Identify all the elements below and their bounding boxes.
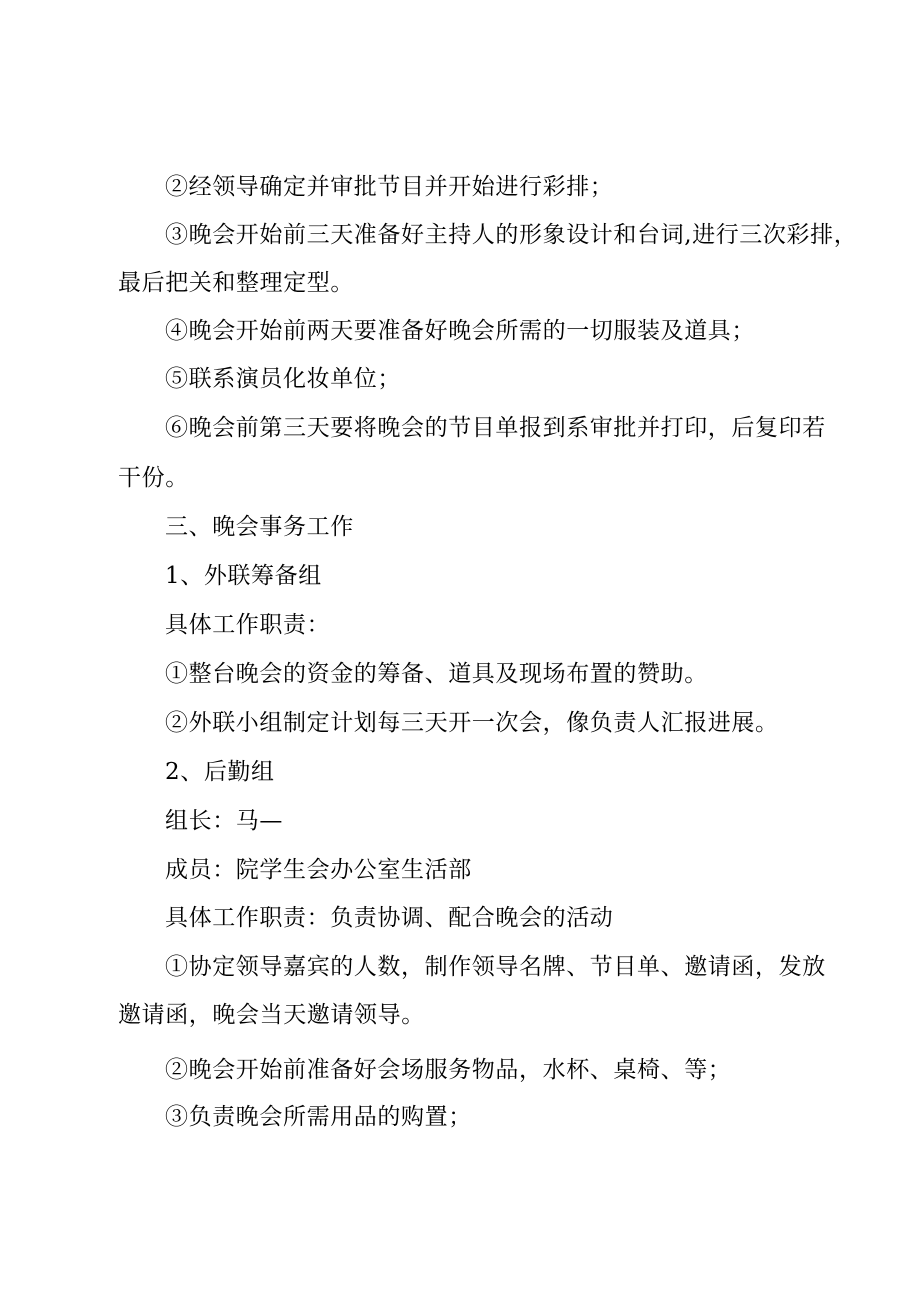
paragraph-rehearsal-approval: ②经领导确定并审批节目并开始进行彩排； — [165, 174, 614, 200]
paragraph-program-list: ⑥晚会前第三天要将晚会的节目单报到系审批并打印，后复印若 — [165, 415, 826, 441]
paragraph-fundraising: ①整台晚会的资金的筹备、道具及现场布置的赞助。 — [165, 661, 708, 687]
paragraph-host-preparation-cont: 最后把关和整理定型。 — [118, 270, 354, 296]
paragraph-costumes-props: ④晚会开始前两天要准备好晚会所需的一切服装及道具； — [165, 318, 755, 344]
section-heading-affairs: 三、晚会事务工作 — [165, 514, 354, 540]
paragraph-program-list-cont: 干份。 — [118, 465, 189, 491]
paragraph-duties-label: 具体工作职责： — [165, 612, 331, 638]
subsection-heading-outreach: 1、外联筹备组 — [165, 563, 322, 589]
paragraph-host-preparation: ③晚会开始前三天准备好主持人的形象设计和台词,进行三次彩排， — [165, 222, 858, 248]
paragraph-purchasing: ③负责晚会所需用品的购置； — [165, 1104, 472, 1130]
paragraph-venue-supplies: ②晚会开始前准备好会场服务物品，水杯、桌椅、等； — [165, 1057, 732, 1083]
paragraph-outreach-meetings: ②外联小组制定计划每三天开一次会，像负责人汇报进展。 — [165, 710, 779, 736]
paragraph-members: 成员：院学生会办公室生活部 — [165, 857, 472, 883]
paragraph-makeup-contact: ⑤联系演员化妆单位； — [165, 366, 401, 392]
paragraph-logistics-duties: 具体工作职责：负责协调、配合晚会的活动 — [165, 905, 614, 931]
subsection-heading-logistics: 2、后勤组 — [165, 759, 275, 785]
paragraph-group-leader: 组长：马— — [165, 808, 283, 834]
paragraph-guests: ①协定领导嘉宾的人数，制作领导名牌、节目单、邀请函，发放 — [165, 954, 826, 980]
paragraph-guests-cont: 邀请函，晚会当天邀请领导。 — [118, 1002, 425, 1028]
